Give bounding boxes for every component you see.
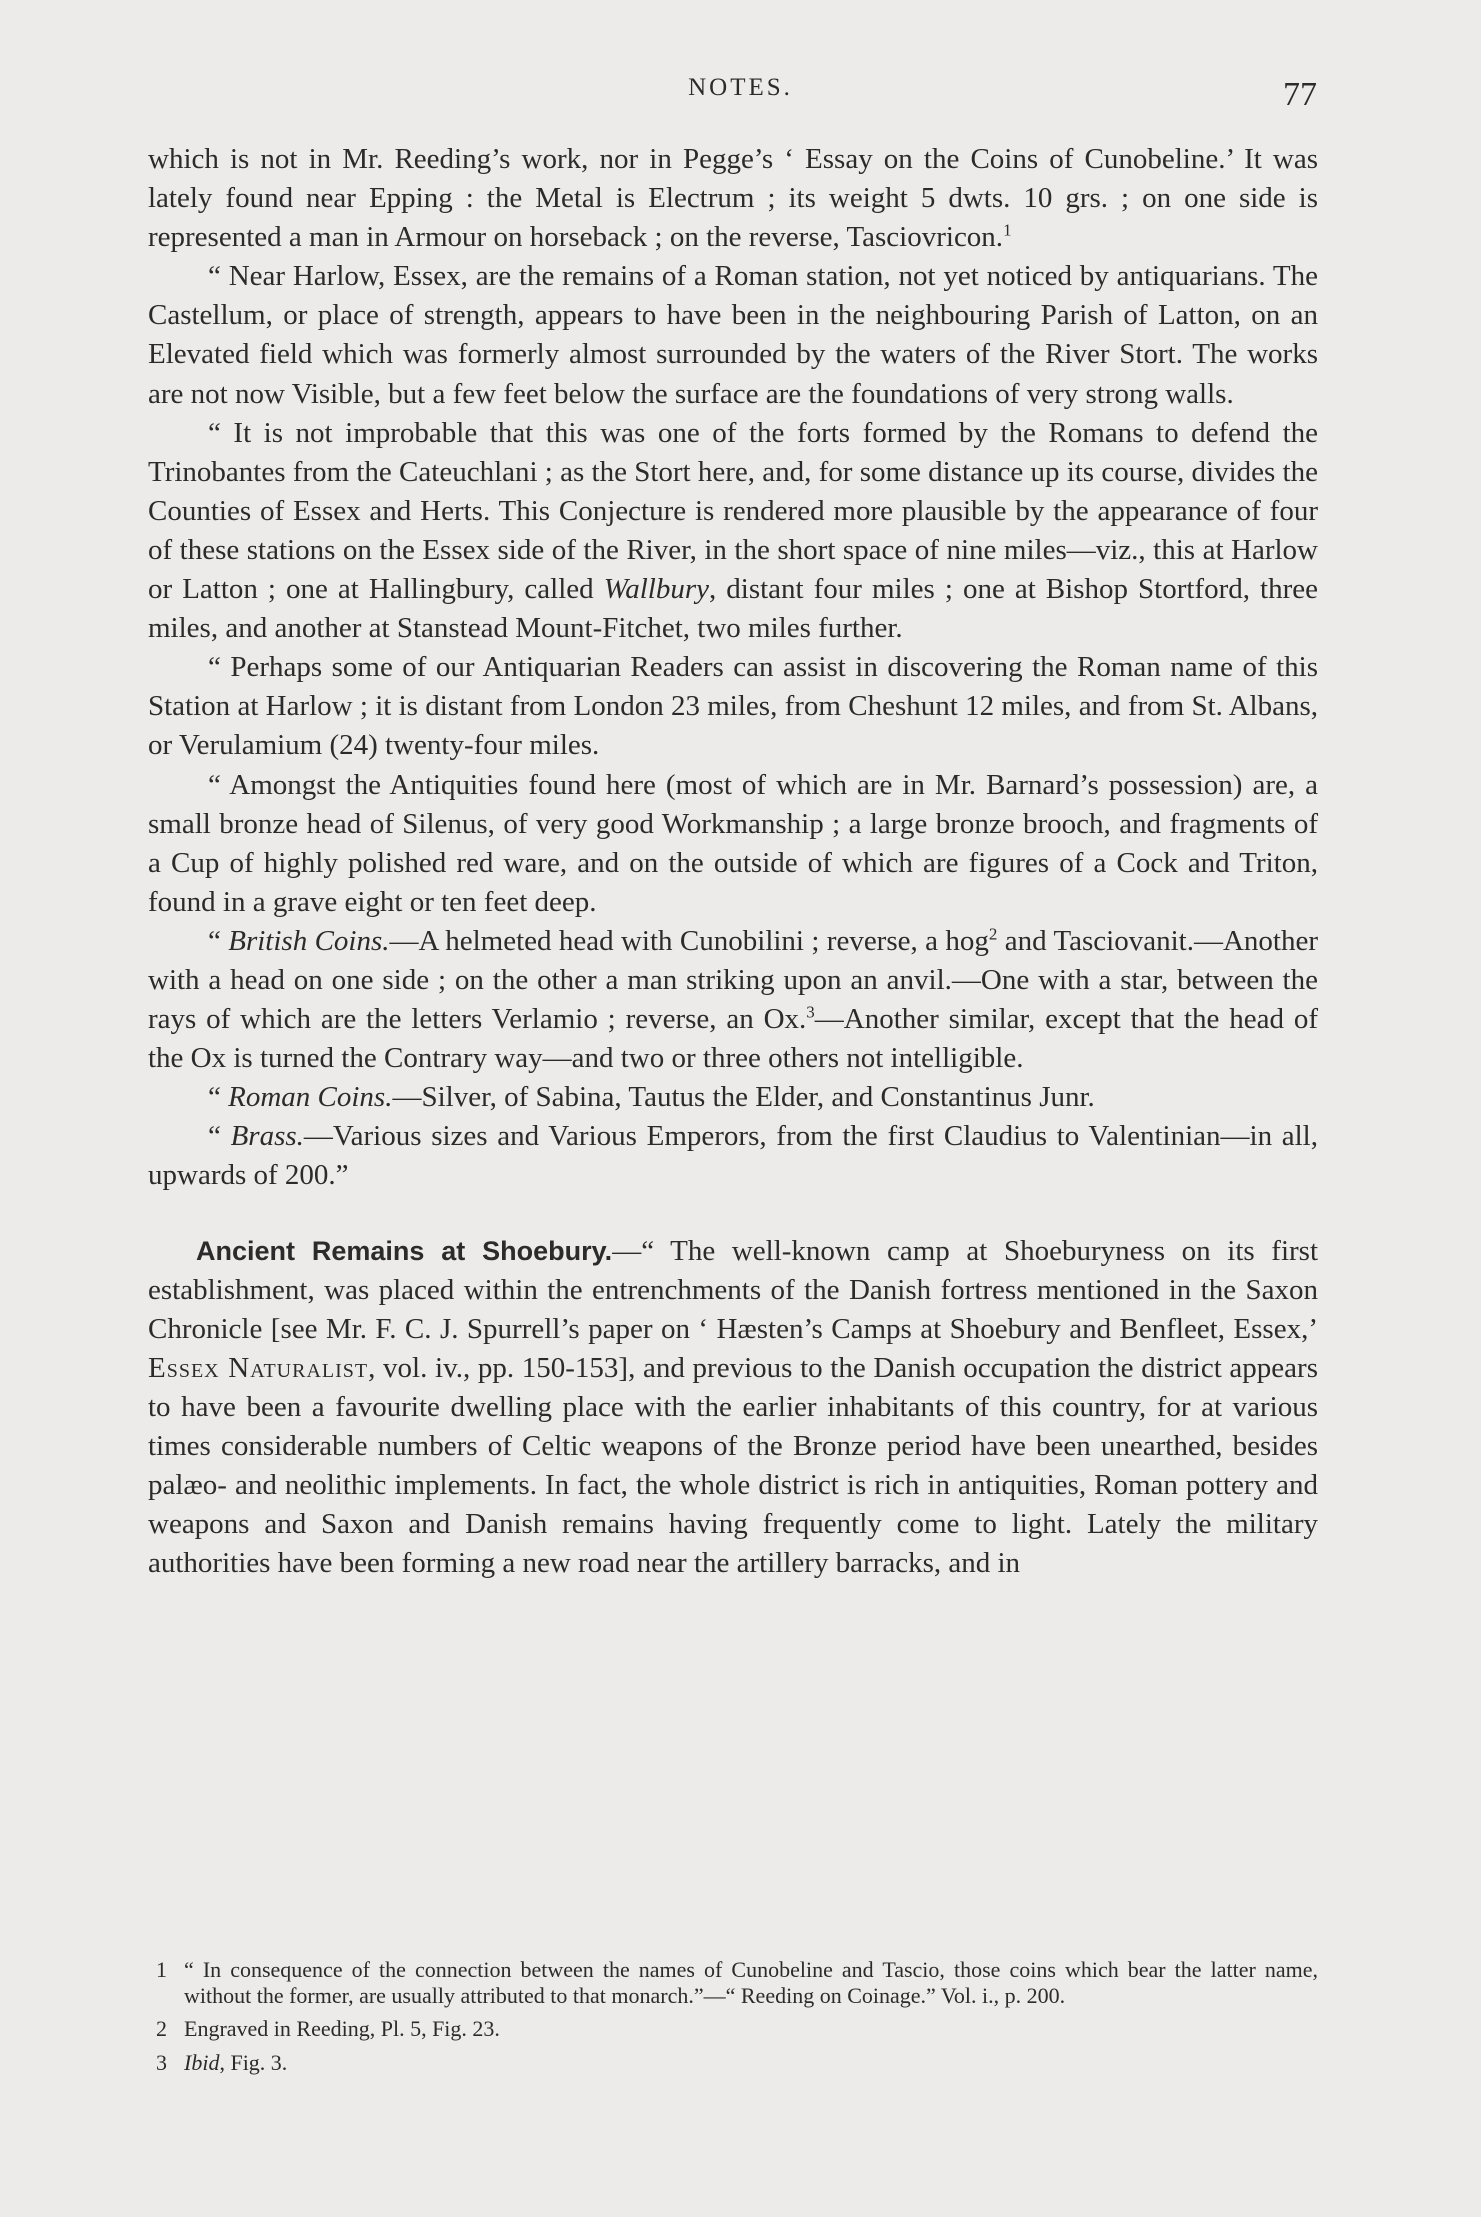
text-run: “ It is not improbable that this was one of the forts formed by the Romans to defend the Trinobantes from the Cateuchlani ; as the Stort here, and, for some distance up its course, divides the Counties of Essex and Herts. This Conjecture is rendered more plausible by the appearance of four of these stations on the Essex side of the River, in the short space of nine miles—viz., this at Harlow or Latton ; one at Hallingbury, called <box>148 416 1318 606</box>
text-run: Roman Coins. <box>228 1081 393 1114</box>
text-run: Brass. <box>230 1120 304 1153</box>
footnote-ref: 3 <box>806 1002 815 1022</box>
footnote-number: 2 <box>156 2016 167 2041</box>
footnotes <box>148 1957 1318 2083</box>
text-run: “ Near Harlow, Essex, are the remains of a Roman station, not yet noticed by antiquarians. The Castellum, or place of strength, appears to have been in the neighbouring Parish of Latton, on an Elevated field which was formerly almost surrounded by the waters of the River Stort. The works are not now Visible, but a few feet below the surface are the foundations of very strong walls. <box>148 260 1318 410</box>
text-run: Essex Naturalist <box>148 1351 369 1384</box>
paragraph <box>148 1117 1318 1195</box>
paragraph <box>148 922 1318 1078</box>
text-run: “ Amongst the Antiquities found here (most of which are in Mr. Barnard’s possession) are, a small bronze head of Silenus, of very good Workmanship ; a large bronze brooch, and fragments of a Cup of highly polished red ware, and on the outside of which are figures of a Cock and Triton, found in a grave eight or ten feet deep. <box>148 768 1318 918</box>
footnote-ref: 2 <box>988 924 998 944</box>
text-run: —Various sizes and Various Emperors, from the first Claudius to Valentinian—in all, upwards of 200.” <box>148 1120 1318 1192</box>
running-title: NOTES. <box>688 74 793 101</box>
text-run: “ In consequence of the connection between the names of Cunobeline and Tascio, those coins which bear the latter name, without the former, are usually attributed to that monarch.”—“ Reeding on Coinage.” Vol. i., p. 200. <box>184 1957 1318 2008</box>
section-heading: Ancient Remains at Shoebury. <box>196 1235 613 1266</box>
footnote-text <box>184 1957 1318 2008</box>
footnote-number: 3 <box>156 2049 167 2075</box>
footnote <box>148 2050 1318 2076</box>
page-number: 77 <box>1283 76 1317 113</box>
text-run: “ Perhaps some of our Antiquarian Readers can assist in discovering the Roman name of this Station at Harlow ; it is distant from London 23 miles, from Cheshunt 12 miles, and from St. Albans, or Verulamium (24) twenty-four miles. <box>148 651 1318 762</box>
paragraph <box>148 414 1318 649</box>
text-run: and Tasciovanit.—Another with a head on one side ; on the other a man striking upon an anvil.—One with a star, between the rays of which are the letters Verlamio ; reverse, an Ox. <box>148 924 1318 1036</box>
text-run: —Another similar, except that the head of the Ox is turned the Contrary way—and two or three others not intelligible. <box>148 1003 1318 1075</box>
text-run: , vol. iv., pp. 150-153], and previous to the Danish occupation the district appears to have been a favourite dwelling place with the earlier inhabitants of this country, for at various times considerable numbers of Celtic weapons of the Bronze period have been unearthed, besides palæo- and neolithic implements. In fact, the whole district is rich in antiquities, Roman pottery and weapons and Saxon and Danish remains having frequently come to light. Lately the military authorities have been forming a new road near the artillery barracks, and in <box>148 1351 1318 1580</box>
footnote-ref: 1 <box>1003 220 1012 240</box>
paragraph <box>148 257 1318 413</box>
text-run: “ <box>208 924 229 957</box>
text-run: British Coins. <box>228 924 390 957</box>
footnote <box>148 2016 1318 2042</box>
paragraph <box>148 648 1318 765</box>
page-header <box>0 74 1481 114</box>
text-run: —“ The well-known camp at Shoeburyness on its first establishment, was placed within the entrenchments of the Danish fortress mentioned in the Saxon Chronicle [see Mr. F. C. J. Spurrell’s paper on ‘ Hæsten’s Camps at Shoebury and Benfleet, Essex,’ <box>148 1234 1319 1345</box>
text-run: Wallbury <box>603 573 709 606</box>
section-paragraph <box>148 1232 1318 1584</box>
paragraph <box>148 140 1318 257</box>
text-run: “ <box>208 1081 229 1114</box>
body-text <box>148 140 1318 1583</box>
text-run: , distant four miles ; one at Bishop Stortford, three miles, and another at Stanstead Mount-Fitchet, two miles further. <box>148 573 1318 645</box>
footnote-text <box>184 2016 500 2041</box>
footnote-number: 1 <box>156 1957 167 1982</box>
paragraph <box>148 1078 1318 1117</box>
footnote-text <box>184 2050 287 2075</box>
text-run: —Silver, of Sabina, Tautus the Elder, and Constantinus Junr. <box>392 1081 1095 1114</box>
text-run: “ <box>208 1120 231 1153</box>
text-run: —A helmeted head with Cunobilini ; reverse, a hog <box>389 924 989 957</box>
text-run: , Fig. 3. <box>219 2049 288 2075</box>
text-run: which is not in Mr. Reeding’s work, nor in Pegge’s ‘ Essay on the Coins of Cunobeline.’ It was lately found near Epping : the Metal is Electrum ; its weight 5 dwts. 10 grs. ; on one side is represented a man in Armour on horseback ; on the reverse, Tasciovricon. <box>148 143 1318 254</box>
text-run: Ibid <box>184 2049 220 2075</box>
footnote <box>148 1957 1318 2008</box>
paragraph <box>148 766 1318 922</box>
text-run: Engraved in Reeding, Pl. 5, Fig. 23. <box>184 2016 500 2041</box>
